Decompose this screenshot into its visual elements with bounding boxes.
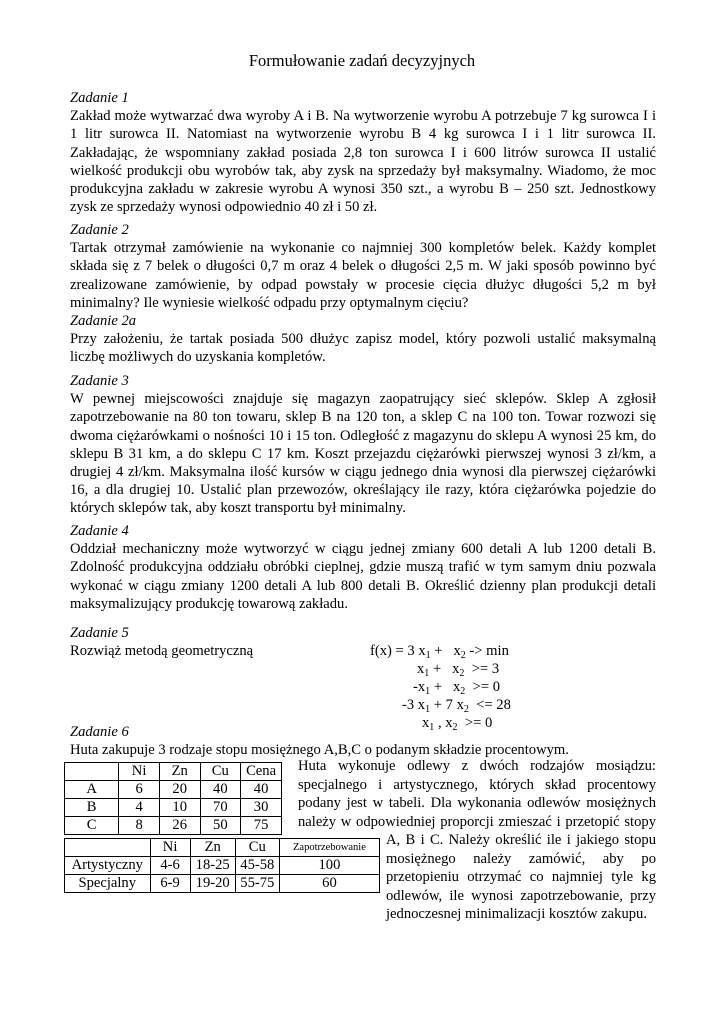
task-6-text-top: [298, 757, 656, 831]
task-3-text: [70, 390, 656, 517]
task-1-line: Zakładając, że wspomniany zakład posiada 2,8 ton surowca I i 600 litrów surowca II ustalić: [70, 144, 656, 161]
task-1-line: produkcyjna zakładu w zakresie wyrobu A wynosi 350 szt., a wyrobu B – 250 szt. Jednostkowy: [70, 181, 656, 198]
page-title: Formułowanie zadań decyzyjnych: [248, 51, 476, 70]
task-3-line: W pewnej miejscowości znajduje się magazyn zaopatrujący sieć sklepów. Sklep A zgłosił: [70, 391, 656, 408]
table-row: Specjalny 6-9 19-20 55-75 60: [65, 875, 380, 893]
table-row: C 8 26 50 75: [65, 817, 282, 835]
task-1: [70, 89, 656, 216]
task-2-line: minimalny? Ile wyniesie wielkość odpadu przy optymalnym cięciu?: [70, 294, 469, 311]
task-3-heading: Zadanie 3: [70, 373, 129, 389]
task-2-text: [70, 239, 656, 312]
task-6-heading: Zadanie 6: [70, 724, 129, 740]
task-1-line: Zakład może wytwarzać dwa wyroby A i B. Na wytworzenie wyrobu A potrzebuje 7 kg surowca I i: [70, 108, 656, 125]
task-6-line: jednoczesnej minimalizacji kosztów zakupu.: [386, 906, 647, 923]
alloy-composition-table: [64, 762, 282, 835]
task-1-line: zysk ze sprzedaży wynosi odpowiednio 40 zł i 50 zł.: [70, 199, 378, 216]
task-1-line: wielkość produkcji obu wyrobów tak, aby zysk na sprzedaży był maksymalny. Wiadomo, że moc: [70, 162, 656, 179]
table-row: B 4 10 70 30: [65, 799, 282, 817]
task-6-intro: Huta zakupuje 3 rodzaje stopu mosiężnego A,B,C o podanym składzie procentowym.: [70, 742, 569, 759]
task-6-line: A, B i C. Należy określić ile i jakiego stopu: [386, 832, 656, 848]
task-6-text-bottom: [386, 831, 656, 924]
task-6: [70, 723, 656, 759]
alloy-requirements-table: [64, 838, 380, 893]
task-4-line: Zdolność produkcyjna oddziału obróbki cieplnej, gdzie muszą trafić w tym samym dniu pozwala: [70, 559, 656, 576]
task-1-text: [70, 107, 656, 216]
task-6-line: podany jest w tabeli. Dla wykonania odlewów mosiężnych: [298, 795, 656, 812]
task-5-instruction: Rozwiąż metodą geometryczną: [70, 643, 254, 660]
task-2a-heading: Zadanie 2a: [70, 313, 137, 330]
task-3-line: zapotrzebowanie na 80 ton towaru, sklep B na 120 ton, a sklep C na 100 ton. Towar rozwozi się: [70, 409, 656, 426]
constraint-nonneg: $x_1$ , $x_2 >= 0$: [422, 715, 493, 733]
task-2-line: składa się z 7 belek o długości 0,7 m oraz 4 belek o długości 2,5 m. W jaki sposób powinno być: [70, 258, 656, 275]
task-6-line: należy w odpowiedniej proporcji zmieszać i przetopić stopy: [298, 813, 656, 830]
task-6-line: odlewów, ile wynosi zapotrzebowanie, przy: [386, 887, 656, 904]
task-3: [70, 372, 656, 518]
task-3-line: dwoma ciężarówkami o nośności 10 i 15 ton. Odległość z magazynu do sklepu A wynosi 25 km, do: [70, 427, 656, 444]
task-2a-text: [70, 330, 656, 366]
task-4-heading: Zadanie 4: [70, 523, 129, 539]
task-4-line: wykonać w ciągu zmiany 1200 detali A lub 800 detali B. Określić dzienny plan produkcji detali: [70, 577, 656, 594]
task-4-text: [70, 540, 656, 613]
task-6-line: mosiężnego należy zamówić, aby po: [386, 850, 656, 867]
task-3-line: drugiej 4 zł/km. Maksymalna ilość kursów w ciągu jednego dnia wynosi dla pierwszej ciężarówki: [70, 464, 656, 481]
task-1-line: 1 litr surowca II. Natomiast na wytworzenie wyrobu B 4 kg surowca I i 1 litr surowca II.: [70, 126, 656, 143]
task-4: [70, 522, 656, 613]
task-5: [70, 624, 656, 660]
task-2-line: zrealizowane zamówienie, by odpad powstały w procesie cięcia dłużyc długości 5,2 m był: [70, 276, 656, 293]
constraint-2: $-x_1 + x_2 >= 0$: [413, 679, 500, 697]
task-6-line: przetopieniu otrzymać co najmniej tyle kg: [386, 869, 656, 886]
task-2-heading: Zadanie 2: [70, 222, 129, 238]
task-6-line: specjalnego i artystycznego, których skład procentowy: [298, 776, 656, 793]
task-6-line: Huta wykonuje odlewy z dwóch rodzajów mosiądzu:: [298, 758, 656, 774]
task-2-line: Tartak otrzymał zamówienie na wykonanie co najmniej 300 kompletów belek. Każdy komplet: [70, 240, 656, 257]
task-2a-line: Przy założeniu, że tartak posiada 500 dłużyc zapisz model, który pozwoli ustalić maksymalną: [70, 331, 656, 348]
task-3-line: 16, a dla drugiej 10. Ustalić plan przewozów, określający ile razy, która ciężarówka pojedzie do: [70, 482, 656, 499]
task-1-heading: Zadanie 1: [70, 90, 129, 106]
constraint-3: -3 $x_1 + 7$ $x_2 <= 28$: [402, 697, 511, 715]
objective-function: f(x) = 3 $x_1 + x_2 -> \min$: [370, 643, 509, 661]
task-2: [70, 221, 656, 367]
task-4-line: Oddział mechaniczny może wytworzyć w ciągu jednej zmiany 600 detali A lub 1200 detali B.: [70, 541, 656, 558]
constraint-1: $x_1 + x_2 >= 3$: [417, 661, 500, 679]
task-3-line: których sklepów tak, aby koszt transportu był minimalny.: [70, 500, 406, 517]
task-3-line: sklepu B 31 km, a do sklepu C 17 km. Koszt przejazdu ciężarówki pierwszej wynosi 3 zł/km, a: [70, 445, 656, 462]
table-row: A 6 20 40 40: [65, 781, 282, 799]
task-2a-line: liczbę możliwych do uzyskania kompletów.: [70, 349, 326, 366]
table-header-row: Ni Zn Cu Cena: [65, 763, 282, 781]
table-row: Artystyczny 4-6 18-25 45-58 100: [65, 857, 380, 875]
task-5-heading: Zadanie 5: [70, 625, 129, 641]
task-4-line: maksymalizujący produkcję towarową zakładu.: [70, 595, 348, 612]
table-header-row: Ni Zn Cu Zapotrzebowanie: [65, 839, 380, 857]
